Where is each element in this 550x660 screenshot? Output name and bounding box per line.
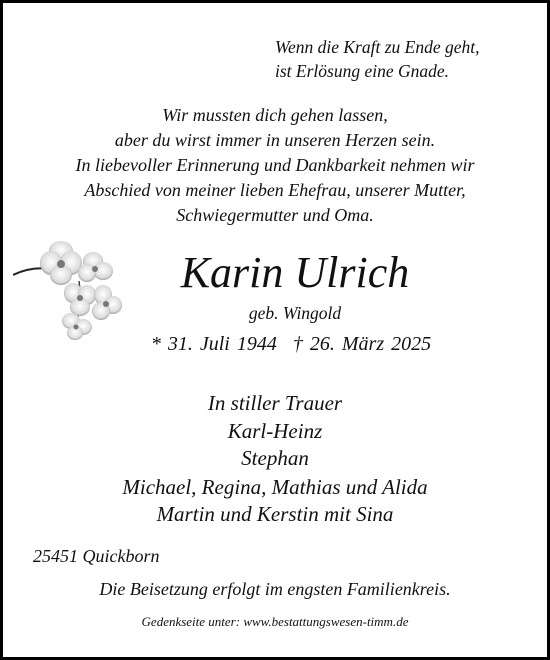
funeral-note: Die Beisetzung erfolgt im engsten Familienkreis. [99, 579, 451, 599]
memorial-page-link[interactable]: Gedenkseite unter: www.bestattungswesen-timm.de [141, 614, 409, 629]
intro-line-3: In liebevoller Erinnerung und Dankbarkeit nehmen wir [75, 155, 475, 175]
intro-line-4: Abschied von meiner lieben Ehefrau, unserer Mutter, [84, 180, 466, 200]
deceased-name: Karin Ulrich [180, 248, 410, 297]
birth-date: * 31. Juli 1944 [150, 333, 277, 355]
maiden-name: geb. Wingold [248, 303, 342, 323]
mourners-heading: In stiller Trauer [207, 391, 343, 415]
mourner-line: Martin und Kerstin mit Sina [156, 502, 394, 526]
life-dates [35, 333, 547, 356]
quote-line-1: Wenn die Kraft zu Ende geht, [275, 37, 480, 57]
death-date: † 26. März 2025 [292, 333, 432, 355]
intro-line-5: Schwiegermutter und Oma. [176, 205, 374, 225]
intro-line-2: aber du wirst immer in unseren Herzen sein. [114, 130, 436, 150]
intro-line-1: Wir mussten dich gehen lassen, [162, 105, 388, 125]
location: 25451 Quickborn [33, 546, 160, 566]
mourner-line: Stephan [241, 446, 309, 470]
mourner-line: Michael, Regina, Mathias und Alida [122, 475, 428, 499]
mourner-line: Karl-Heinz [227, 419, 323, 443]
quote-line-2: ist Erlösung eine Gnade. [275, 61, 450, 81]
